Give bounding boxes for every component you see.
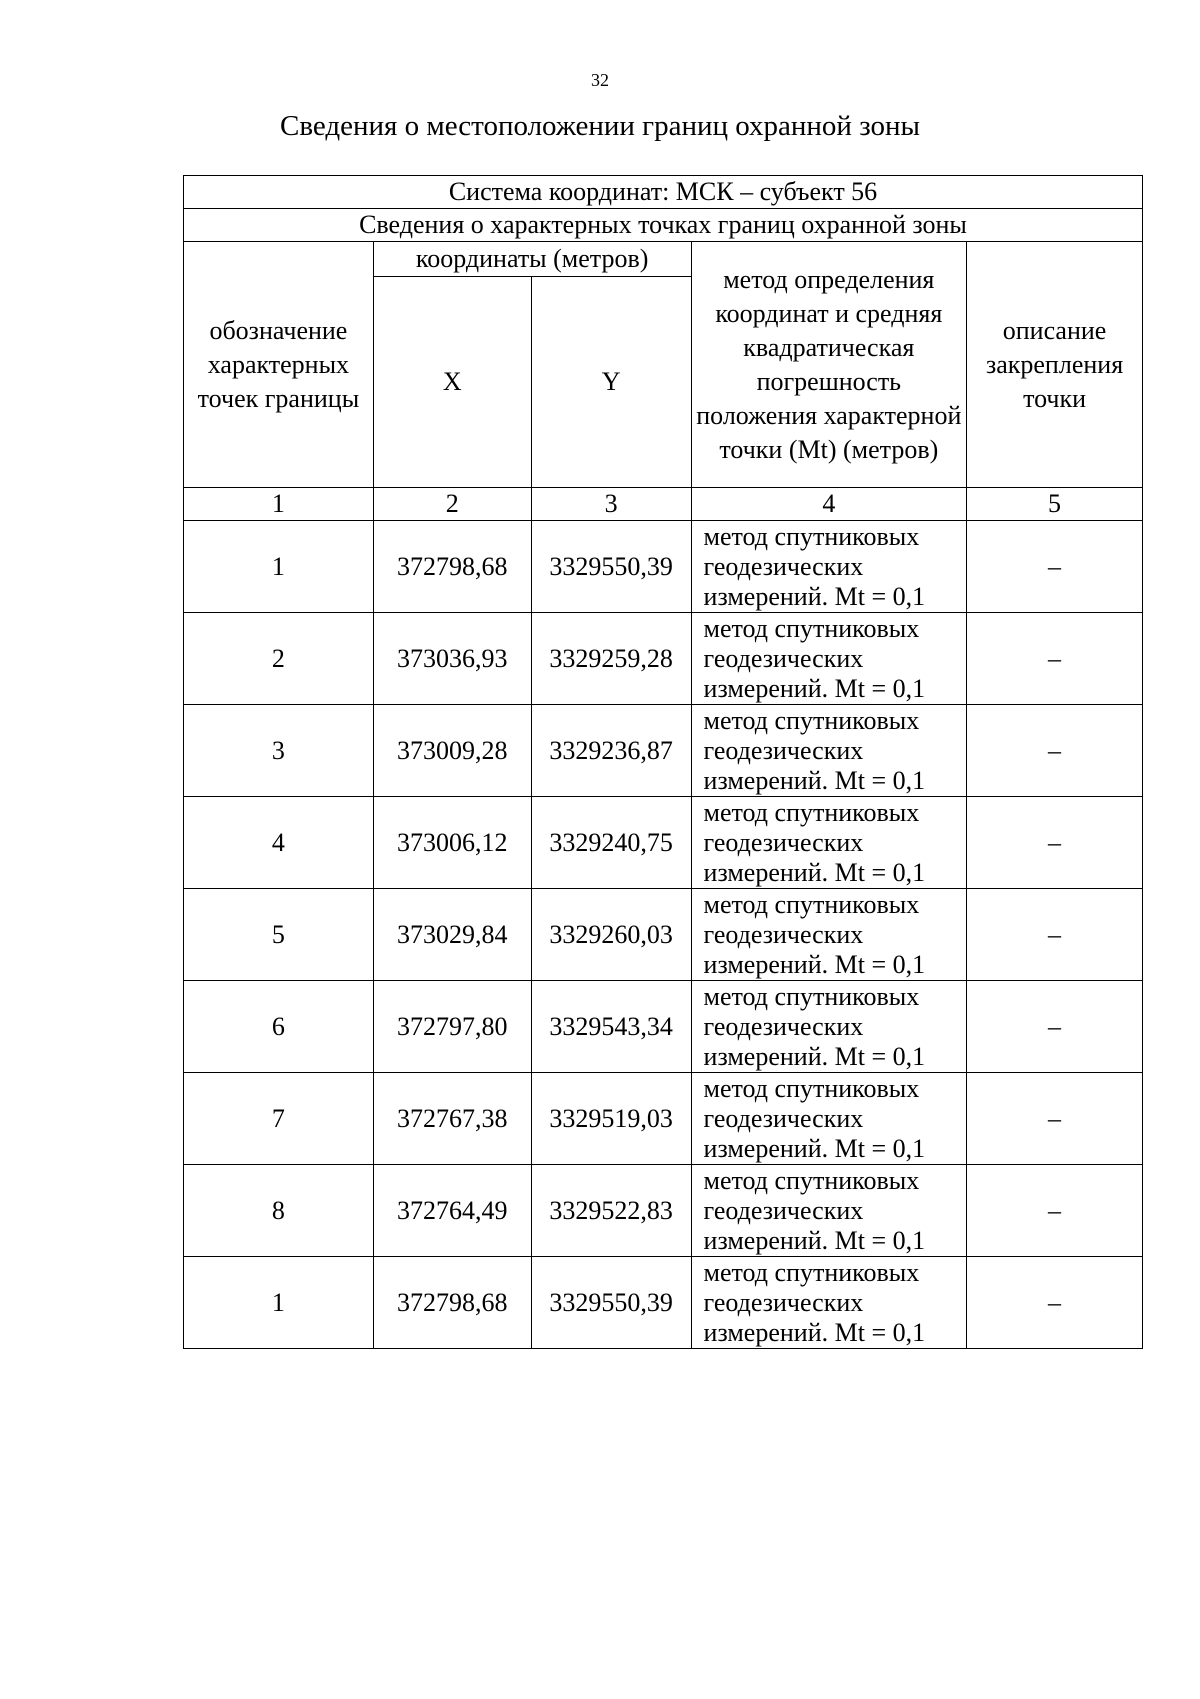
- description-cell: –: [967, 521, 1143, 613]
- description-cell: –: [967, 981, 1143, 1073]
- header-y: Y: [531, 277, 691, 488]
- method-cell: метод спутниковых геодезических измерений. Mt = 0,1: [691, 797, 967, 889]
- table-row: [184, 889, 1143, 981]
- point-cell: 6: [184, 981, 374, 1073]
- table-row: [184, 1257, 1143, 1349]
- x-coordinate-cell: 372798,68: [373, 521, 531, 613]
- table-row: [184, 797, 1143, 889]
- document-title: Сведения о местоположении границ охранной зоны: [279, 110, 920, 142]
- description-cell: –: [967, 1165, 1143, 1257]
- x-coordinate-cell: 373036,93: [373, 613, 531, 705]
- method-cell: метод спутниковых геодезических измерений. Mt = 0,1: [691, 889, 967, 981]
- description-cell: –: [967, 797, 1143, 889]
- description-cell: –: [967, 705, 1143, 797]
- column-numbers-row: [184, 488, 1143, 521]
- method-cell: метод спутниковых геодезических измерений. Mt = 0,1: [691, 981, 967, 1073]
- method-cell: метод спутниковых геодезических измерений. Mt = 0,1: [691, 1073, 967, 1165]
- coordinate-system-header: Система координат: МСК – субъект 56: [184, 176, 1143, 209]
- y-coordinate-cell: 3329260,03: [531, 889, 691, 981]
- point-cell: 5: [184, 889, 374, 981]
- description-cell: –: [967, 1073, 1143, 1165]
- header-method: метод определения координат и средняя квадратическая погрешность положения характерной точки (Mt) (метров): [691, 242, 967, 488]
- column-number: 2: [373, 488, 531, 521]
- table-row: [184, 521, 1143, 613]
- description-cell: –: [967, 889, 1143, 981]
- column-number: 4: [691, 488, 967, 521]
- y-coordinate-cell: 3329519,03: [531, 1073, 691, 1165]
- points-info-header: Сведения о характерных точках границ охранной зоны: [184, 209, 1143, 242]
- method-cell: метод спутниковых геодезических измерений. Mt = 0,1: [691, 1257, 967, 1349]
- y-coordinate-cell: 3329543,34: [531, 981, 691, 1073]
- point-cell: 4: [184, 797, 374, 889]
- table-row: [184, 1165, 1143, 1257]
- method-cell: метод спутниковых геодезических измерений. Mt = 0,1: [691, 705, 967, 797]
- description-cell: –: [967, 613, 1143, 705]
- y-coordinate-cell: 3329236,87: [531, 705, 691, 797]
- method-cell: метод спутниковых геодезических измерений. Mt = 0,1: [691, 613, 967, 705]
- column-number: 5: [967, 488, 1143, 521]
- x-coordinate-cell: 372797,80: [373, 981, 531, 1073]
- header-point-designation: обозначение характерных точек границы: [184, 242, 374, 488]
- header-x: X: [373, 277, 531, 488]
- x-coordinate-cell: 372798,68: [373, 1257, 531, 1349]
- method-cell: метод спутниковых геодезических измерений. Mt = 0,1: [691, 1165, 967, 1257]
- y-coordinate-cell: 3329259,28: [531, 613, 691, 705]
- point-cell: 8: [184, 1165, 374, 1257]
- x-coordinate-cell: 373009,28: [373, 705, 531, 797]
- x-coordinate-cell: 373029,84: [373, 889, 531, 981]
- header-coordinates: координаты (метров): [373, 242, 691, 277]
- page-number: 32: [591, 70, 609, 90]
- point-cell: 1: [184, 521, 374, 613]
- x-coordinate-cell: 372767,38: [373, 1073, 531, 1165]
- table-row: [184, 613, 1143, 705]
- point-cell: 1: [184, 1257, 374, 1349]
- point-cell: 2: [184, 613, 374, 705]
- boundary-points-table: [183, 175, 1143, 1349]
- point-cell: 3: [184, 705, 374, 797]
- x-coordinate-cell: 372764,49: [373, 1165, 531, 1257]
- method-cell: метод спутниковых геодезических измерений. Mt = 0,1: [691, 521, 967, 613]
- y-coordinate-cell: 3329240,75: [531, 797, 691, 889]
- column-number: 3: [531, 488, 691, 521]
- column-number: 1: [184, 488, 374, 521]
- table-row: [184, 1073, 1143, 1165]
- point-cell: 7: [184, 1073, 374, 1165]
- description-cell: –: [967, 1257, 1143, 1349]
- y-coordinate-cell: 3329550,39: [531, 521, 691, 613]
- table-row: [184, 981, 1143, 1073]
- table-row: [184, 705, 1143, 797]
- x-coordinate-cell: 373006,12: [373, 797, 531, 889]
- header-description: описание закрепления точки: [967, 242, 1143, 488]
- y-coordinate-cell: 3329522,83: [531, 1165, 691, 1257]
- y-coordinate-cell: 3329550,39: [531, 1257, 691, 1349]
